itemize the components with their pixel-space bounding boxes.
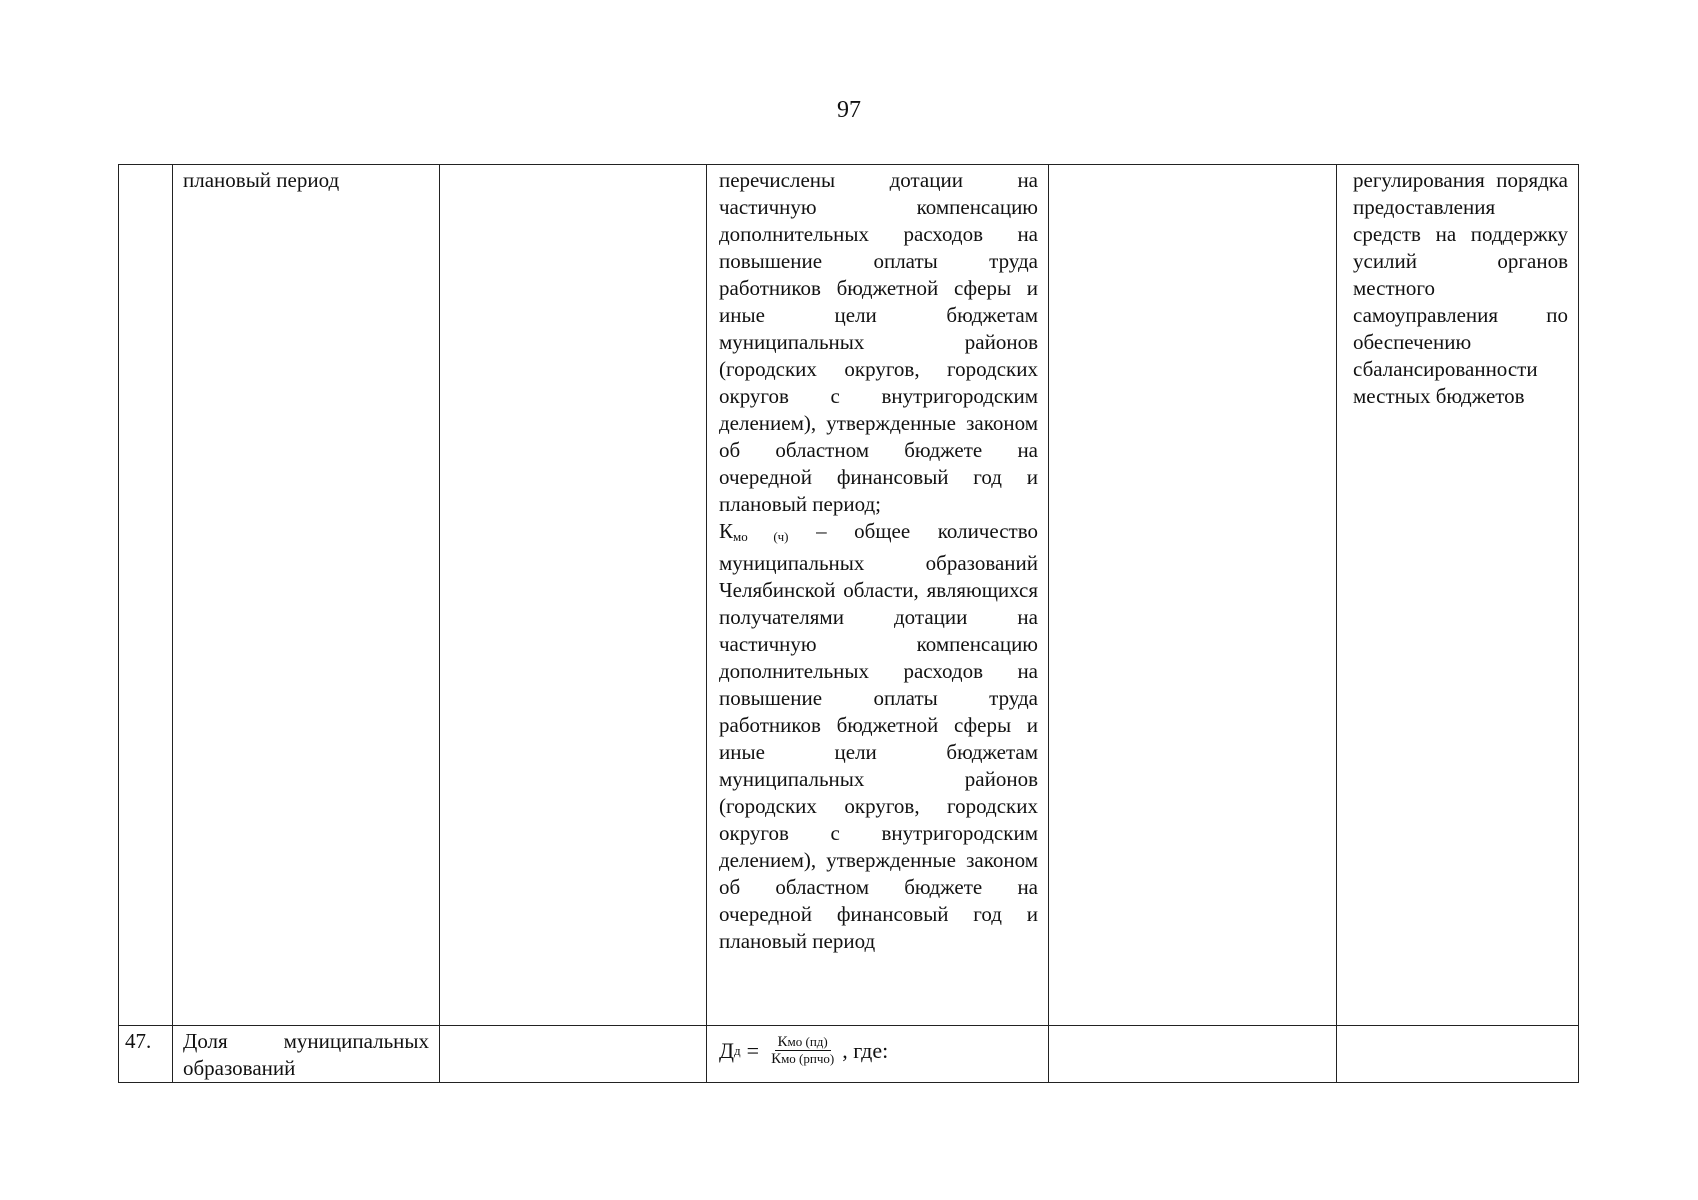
table-row-47 <box>119 1026 1579 1083</box>
page-number: 97 <box>837 97 861 123</box>
cell-col5 <box>1049 165 1337 1026</box>
cell-purpose <box>1337 165 1579 1026</box>
cell-indicator-name: Доля муниципальных образований <box>173 1026 440 1083</box>
method-text <box>707 165 1048 955</box>
formula-fraction: $\frac{\text{Кмо (пд)}}{\text{Кмо (рпчо)}}$ <box>771 1034 835 1067</box>
indicator-table <box>118 164 1579 1083</box>
cell-number <box>119 165 173 1026</box>
method-paragraph-2: $К_{мо (ч)}$ – общее количество муниципальных образований Челябинской области, являющихся получателями дотации на частичную компенсацию дополнительных расходов на повышение оплаты труда работников бюджетной сферы и иные цели бюджетам муниципальных районов (городских округов, городских округов с внутригородским делением), утвержденные законом об областном бюджете на очередной финансовый год и плановый период <box>719 519 1038 953</box>
cell-col3 <box>440 165 707 1026</box>
cell-col3 <box>440 1026 707 1083</box>
cell-method-description <box>707 165 1049 1026</box>
cell-formula <box>707 1026 1049 1083</box>
formula: Д д = $\frac{\text{Кмо (пд)}}{\text{Кмо (рпчо)}}$ , где: <box>719 1034 889 1067</box>
cell-indicator-name: плановый период <box>173 165 440 1026</box>
cell-col5 <box>1049 1026 1337 1083</box>
method-paragraph-1: перечислены дотации на частичную компенсацию дополнительных расходов на повышение оплаты труда работников бюджетной сферы и иные цели бюджетам муниципальных районов (городских округов, городских округов с внутригородским делением), утвержденные законом об областном бюджете на очередной финансовый год и плановый период; <box>719 168 1038 516</box>
cell-purpose <box>1337 1026 1579 1083</box>
cell-number: 47. <box>119 1026 173 1083</box>
table-row-continued <box>119 165 1579 1026</box>
purpose-text: регулирования порядка предоставления средств на поддержку усилий органов местного самоуправления по обеспечению сбалансированности местных бюджетов <box>1353 168 1568 408</box>
